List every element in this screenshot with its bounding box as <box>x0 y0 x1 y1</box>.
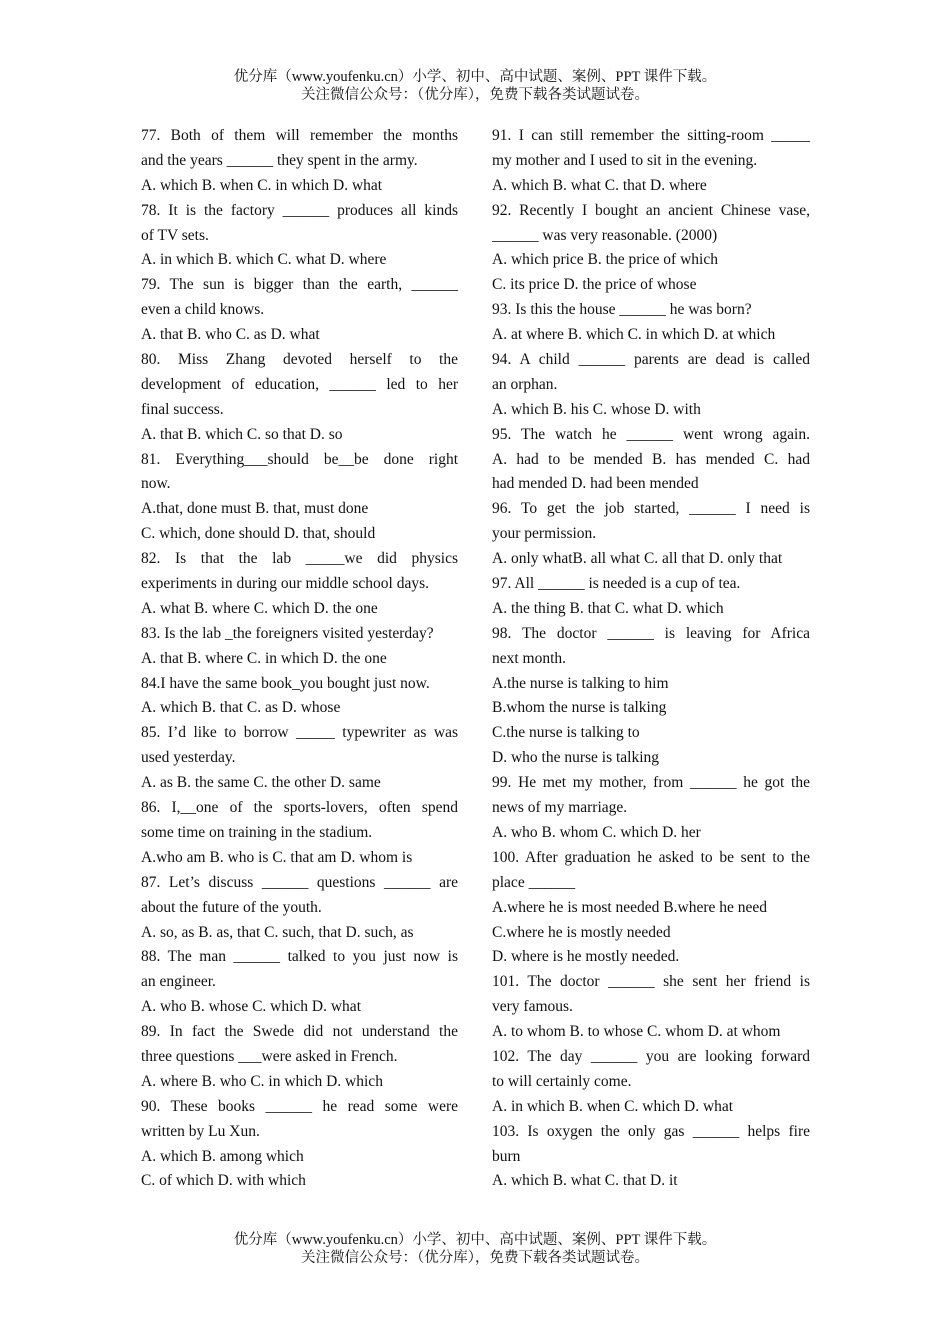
text-line: 81. Everything___should be__be done right <box>141 450 458 468</box>
text-line: A. in which B. which C. what D. where <box>141 251 387 269</box>
page-footer <box>0 1231 950 1267</box>
right-question-column <box>492 124 810 1194</box>
text-line: 92. Recently I bought an ancient Chinese vase, <box>492 201 810 219</box>
text-line: A. which B. that C. as D. whose <box>141 699 341 717</box>
text-line: C. of which D. with which <box>141 1172 306 1190</box>
text-line: used yesterday. <box>141 749 236 767</box>
text-line: A. that B. where C. in which D. the one <box>141 649 387 667</box>
text-line: now. <box>141 475 171 493</box>
text-line: next month. <box>492 649 567 667</box>
text-line: A. had to be mended B. has mended C. had <box>492 450 810 468</box>
text-line: final success. <box>141 400 224 418</box>
page-header <box>0 68 950 104</box>
text-line: written by Lu Xun. <box>141 1122 260 1140</box>
text-line: C. which, done should D. that, should <box>141 525 376 543</box>
text-line: 79. The sun is bigger than the earth, ______ <box>141 276 458 294</box>
text-line: A. only whatB. all what C. all that D. only that <box>492 550 783 568</box>
text-line: B.whom the nurse is talking <box>492 699 667 717</box>
text-line: 98. The doctor ______ is leaving for Africa <box>492 624 810 642</box>
text-line: 80. Miss Zhang devoted herself to the <box>141 351 458 369</box>
text-line: 94. A child ______ parents are dead is called <box>492 351 810 369</box>
text-line: A. where B. who C. in which D. which <box>141 1072 383 1090</box>
header-line-2: 关注微信公众号：（优分库），免费下载各类试题试卷。 <box>301 87 649 103</box>
text-line: very famous. <box>492 998 573 1016</box>
text-line: an orphan. <box>492 375 558 393</box>
text-line: C.where he is mostly needed <box>492 923 671 941</box>
text-line: A. what B. where C. which D. the one <box>141 599 378 617</box>
text-line: 84.I have the same book_you bought just now. <box>141 674 430 692</box>
text-line: of TV sets. <box>141 226 209 244</box>
text-line: three questions ___were asked in French. <box>141 1047 398 1065</box>
text-line: A. at where B. which C. in which D. at which <box>492 326 776 344</box>
text-line: 95. The watch he ______ went wrong again. <box>492 425 810 443</box>
text-line: ______ was very reasonable. (2000) <box>492 226 718 244</box>
text-line: 96. To get the job started, ______ I need is <box>492 500 810 518</box>
text-line: A.the nurse is talking to him <box>492 674 669 692</box>
left-question-column <box>141 124 458 1194</box>
text-line: and the years ______ they spent in the army. <box>141 151 418 169</box>
text-line: C. its price D. the price of whose <box>492 276 697 294</box>
text-line: 99. He met my mother, from ______ he got the <box>492 774 810 792</box>
text-line: A. that B. which C. so that D. so <box>141 425 343 443</box>
text-line: 87. Let’s discuss ______ questions ______ are <box>141 873 458 891</box>
footer-line-2: 关注微信公众号：（优分库），免费下载各类试题试卷。 <box>301 1250 649 1266</box>
text-line: A. so, as B. as, that C. such, that D. such, as <box>141 923 414 941</box>
text-line: experiments in during our middle school days. <box>141 575 429 593</box>
text-line: place ______ <box>492 873 576 891</box>
text-line: development of education, ______ led to her <box>141 375 458 393</box>
text-line: my mother and I used to sit in the evening. <box>492 151 758 169</box>
text-line: 103. Is oxygen the only gas ______ helps fire <box>492 1122 810 1140</box>
text-line: A. which B. what C. that D. it <box>492 1172 678 1190</box>
text-line: 100. After graduation he asked to be sent to the <box>492 848 810 866</box>
text-line: 83. Is the lab _the foreigners visited yesterday? <box>141 624 434 642</box>
text-line: A.that, done must B. that, must done <box>141 500 369 518</box>
text-line: to will certainly come. <box>492 1072 632 1090</box>
text-line: 101. The doctor ______ she sent her friend is <box>492 973 810 991</box>
text-line: 93. Is this the house ______ he was born? <box>492 301 752 319</box>
text-line: 82. Is that the lab _____we did physics <box>141 550 458 568</box>
text-line: A. which B. what C. that D. where <box>492 176 707 194</box>
header-line-1: 优分库（www.youfenku.cn）小学、初中、高中试题、案例、PPT 课件下载。 <box>233 69 717 85</box>
text-line: A.where he is most needed B.where he need <box>492 898 768 916</box>
text-line: A. to whom B. to whose C. whom D. at whom <box>492 1023 781 1041</box>
text-line: 77. Both of them will remember the months <box>141 127 458 144</box>
text-line: D. where is he mostly needed. <box>492 948 680 966</box>
text-line: A. who B. whose C. which D. what <box>141 998 361 1016</box>
text-line: A. which B. his C. whose D. with <box>492 400 701 418</box>
text-line: A. that B. who C. as D. what <box>141 326 320 344</box>
text-line: news of my marriage. <box>492 799 628 817</box>
text-line: 89. In fact the Swede did not understand the <box>141 1023 458 1041</box>
text-line: 90. These books ______ he read some were <box>141 1097 458 1115</box>
text-line: about the future of the youth. <box>141 898 322 916</box>
text-line: 78. It is the factory ______ produces all kinds <box>141 201 458 219</box>
text-line: A. which B. when C. in which D. what <box>141 176 383 194</box>
text-line: had mended D. had been mended <box>492 475 699 493</box>
text-line: your permission. <box>492 525 597 543</box>
text-line: A. as B. the same C. the other D. same <box>141 774 381 792</box>
text-line: 91. I can still remember the sitting-room _____ <box>492 127 810 144</box>
footer-line-1: 优分库（www.youfenku.cn）小学、初中、高中试题、案例、PPT 课件下载。 <box>233 1232 717 1248</box>
text-line: A.who am B. who is C. that am D. whom is <box>141 848 413 866</box>
text-line: even a child knows. <box>141 301 265 319</box>
text-line: A. which B. among which <box>141 1147 304 1165</box>
text-line: A. who B. whom C. which D. her <box>492 823 701 841</box>
text-line: D. who the nurse is talking <box>492 749 660 767</box>
text-line: 85. I’d like to borrow _____ typewriter as was <box>141 724 458 742</box>
text-line: A. the thing B. that C. what D. which <box>492 599 724 617</box>
text-line: 86. I,__one of the sports-lovers, often spend <box>141 799 458 817</box>
text-line: 88. The man ______ talked to you just now is <box>141 948 458 966</box>
text-line: some time on training in the stadium. <box>141 823 373 841</box>
text-line: burn <box>492 1147 521 1165</box>
text-line: 102. The day ______ you are looking forward <box>492 1047 810 1065</box>
text-line: A. which price B. the price of which <box>492 251 718 269</box>
text-line: an engineer. <box>141 973 216 991</box>
text-line: C.the nurse is talking to <box>492 724 640 742</box>
text-line: 97. All ______ is needed is a cup of tea. <box>492 575 741 593</box>
text-line: A. in which B. when C. which D. what <box>492 1097 734 1115</box>
